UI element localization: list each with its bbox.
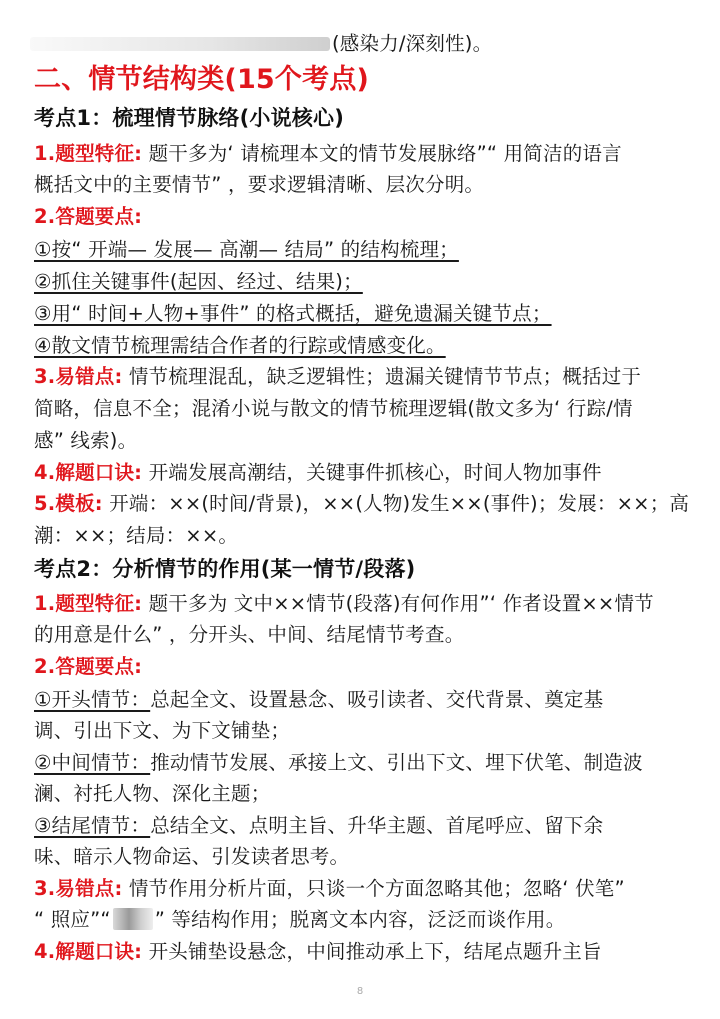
kp1-point3: ③用“ 时间+人物+事件” 的格式概括，避免遗漏关键节点； [34, 302, 552, 325]
kp2-point2-line2: 澜、衬托人物、深化主题； [34, 782, 271, 805]
kp2-feature-label: 1.题型特征: [34, 592, 143, 615]
kp1-feature-label: 1.题型特征: [34, 142, 143, 165]
kp2-point3-label: ③结尾情节： [34, 814, 151, 837]
kp1-tips: 4.解题口诀: 开端发展高潮结，关键事件抓核心，时间人物加事件 [34, 461, 602, 484]
kp2-feature-line1: 1.题型特征: 题干多为 文中××情节(段落)有何作用”‘ 作者设置××情节 [34, 592, 654, 615]
kp2-tips-label: 4.解题口诀: [34, 940, 143, 963]
kp2-point3-line2: 味、暗示人物命运、引发读者思考。 [34, 845, 350, 868]
kp1-template-line1: 5.模板: 开端：××(时间/背景)，××(人物)发生××(事件)；发展：××；高 [34, 492, 690, 515]
kp2-title: 考点2：分析情节的作用(某一情节/段落) [34, 557, 416, 581]
kp1-errors-line1: 3.易错点: 情节梳理混乱，缺乏逻辑性；遗漏关键情节节点；概括过于 [34, 365, 642, 388]
kp1-point2: ②抓住关键事件(起因、经过、结果)； [34, 270, 363, 293]
kp1-tips-label: 4.解题口诀: [34, 461, 143, 484]
kp1-template-label: 5.模板: [34, 492, 103, 515]
kp1-errors-line3: 感” 线索)。 [34, 429, 138, 452]
kp1-feature-line2: 概括文中的主要情节” ，要求逻辑清晰、层次分明。 [34, 173, 485, 196]
kp2-point3-line1: ③结尾情节：总结全文、点明主旨、升华主题、首尾呼应、留下余 [34, 814, 604, 837]
kp1-point1: ①按“ 开端— 发展— 高潮— 结局” 的结构梳理； [34, 238, 459, 261]
kp2-errors-label: 3.易错点: [34, 877, 123, 900]
top-fragment: (感染力/深刻性)。 [332, 32, 493, 55]
kp2-point1-label: ①开头情节： [34, 688, 151, 711]
kp2-feature-line2: 的用意是什么” ，分开头、中间、结尾情节考查。 [34, 623, 465, 646]
kp2-point1-line2: 调、引出下文、为下文铺垫； [34, 719, 291, 742]
kp2-errors-line1: 3.易错点: 情节作用分析片面，只谈一个方面忽略其他；忽略‘ 伏笔” [34, 877, 625, 900]
kp2-errors-line2: “ 照应”“ ” 等结构作用；脱离文本内容，泛泛而谈作用。 [34, 908, 566, 931]
kp2-point1-line1: ①开头情节：总起全文、设置悬念、吸引读者、交代背景、奠定基 [34, 688, 604, 711]
kp1-feature-text1: 题干多为‘ 请梳理本文的情节发展脉络”“ 用简洁的语言 [148, 142, 622, 165]
kp1-template-line2: 潮：××；结局：××。 [34, 524, 239, 547]
kp1-point4: ④散文情节梳理需结合作者的行踪或情感变化。 [34, 334, 446, 357]
blurred-word [113, 908, 153, 930]
kp2-points-label: 2.答题要点: [34, 655, 143, 678]
kp1-errors-line2: 简略，信息不全；混淆小说与散文的情节梳理逻辑(散文多为‘ 行踪/情 [34, 397, 633, 420]
section-title: 二、情节结构类(15个考点) [34, 64, 370, 95]
kp1-points-label: 2.答题要点: [34, 205, 143, 228]
kp2-point2-label: ②中间情节： [34, 751, 151, 774]
kp2-point2-line1: ②中间情节：推动情节发展、承接上文、引出下文、埋下伏笔、制造波 [34, 751, 643, 774]
kp1-feature-line1 [34, 140, 690, 168]
kp1-errors-label: 3.易错点: [34, 365, 123, 388]
page-number: 8 [356, 986, 364, 997]
kp2-tips: 4.解题口诀: 开头铺垫设悬念，中间推动承上下，结尾点题升主旨 [34, 940, 602, 963]
blurred-text-fragment [30, 37, 330, 51]
kp1-title: 考点1：梳理情节脉络(小说核心) [34, 106, 345, 130]
